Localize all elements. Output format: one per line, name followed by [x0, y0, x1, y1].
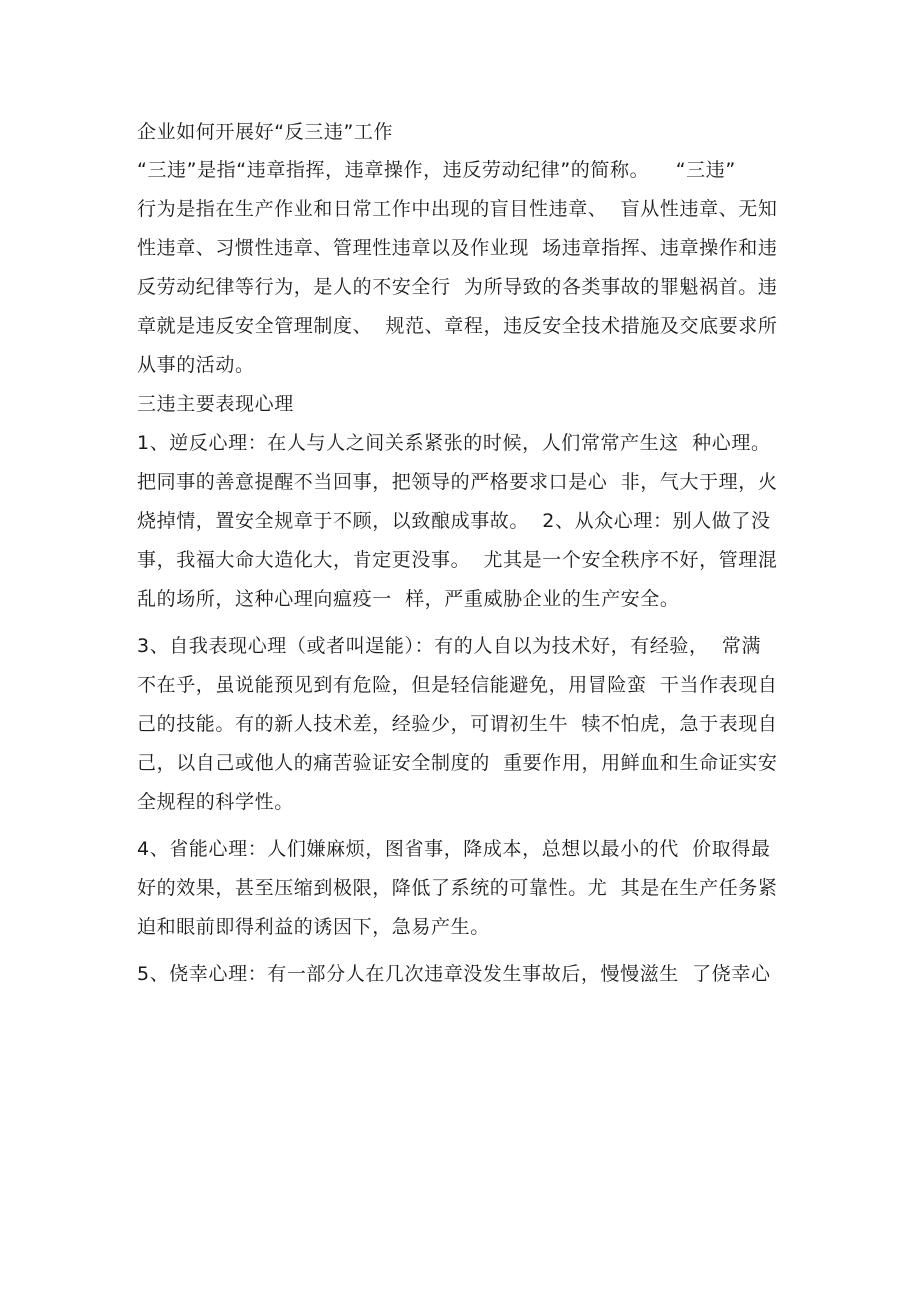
- paragraph-line: 性违章、习惯性违章、管理性违章以及作业现 场违章指挥、违章操作和违: [137, 237, 778, 259]
- paragraph-line: “三违”是指“违章指挥，违章操作，违反劳动纪律”的简称。 “三违”: [137, 159, 736, 181]
- section-heading: 三违主要表现心理: [137, 393, 294, 415]
- paragraph-line: 1、逆反心理：在人与人之间关系紧张的时候，人们常常产生这 种心理。: [137, 432, 771, 454]
- paragraph-line: 5、侥幸心理：有一部分人在几次违章没发生事故后，慢慢滋生 了侥幸心: [137, 963, 771, 985]
- paragraph-line: 乱的场所，这种心理向瘟疫一 样，严重威胁企业的生产安全。: [137, 588, 680, 610]
- paragraph-line: 3、自我表现心理（或者叫逞能）：有的人自以为技术好，有经验， 常满: [137, 635, 762, 657]
- paragraph-line: 己，以自己或他人的痛苦验证安全制度的 重要作用，用鲜血和生命证实安: [137, 752, 778, 774]
- paragraph-line: 章就是违反安全管理制度、 规范、章程，违反安全技术措施及交底要求所: [137, 315, 778, 337]
- paragraph-line: 把同事的善意提醒不当回事，把领导的严格要求口是心 非，气大于理，火: [137, 471, 778, 493]
- paragraph-line: 全规程的科学性。: [137, 791, 294, 813]
- paragraph-line: 从事的活动。: [137, 354, 255, 376]
- paragraph-line: 己的技能。有的新人技术差，经验少，可谓初生牛 犊不怕虎，急于表现自: [137, 713, 778, 735]
- paragraph-line: 迫和眼前即得利益的诱因下，急易产生。: [137, 916, 490, 938]
- paragraph-line: 事，我福大命大造化大，肯定更没事。 尤其是一个安全秩序不好，管理混: [137, 549, 778, 571]
- paragraph-line: 不在乎，虽说能预见到有危险，但是轻信能避免，用冒险蛮 干当作表现自: [137, 674, 778, 696]
- paragraph-line: 好的效果，甚至压缩到极限，降低了系统的可靠性。尤 其是在生产任务紧: [137, 877, 778, 899]
- document-title: 企业如何开展好“反三违”工作: [137, 121, 394, 143]
- paragraph-line: 烧掉情，置安全规章于不顾，以致酿成事故。 2、从众心理：别人做了没: [137, 510, 771, 532]
- paragraph-line: 反劳动纪律等行为，是人的不安全行 为所导致的各类事故的罪魁祸首。违: [137, 276, 778, 298]
- paragraph-line: 行为是指在生产作业和日常工作中出现的盲目性违章、 盲从性违章、无知: [137, 198, 778, 220]
- document-page: [137, 113, 792, 994]
- paragraph-line: 4、省能心理：人们嫌麻烦，图省事，降成本，总想以最小的代 价取得最: [137, 838, 771, 860]
